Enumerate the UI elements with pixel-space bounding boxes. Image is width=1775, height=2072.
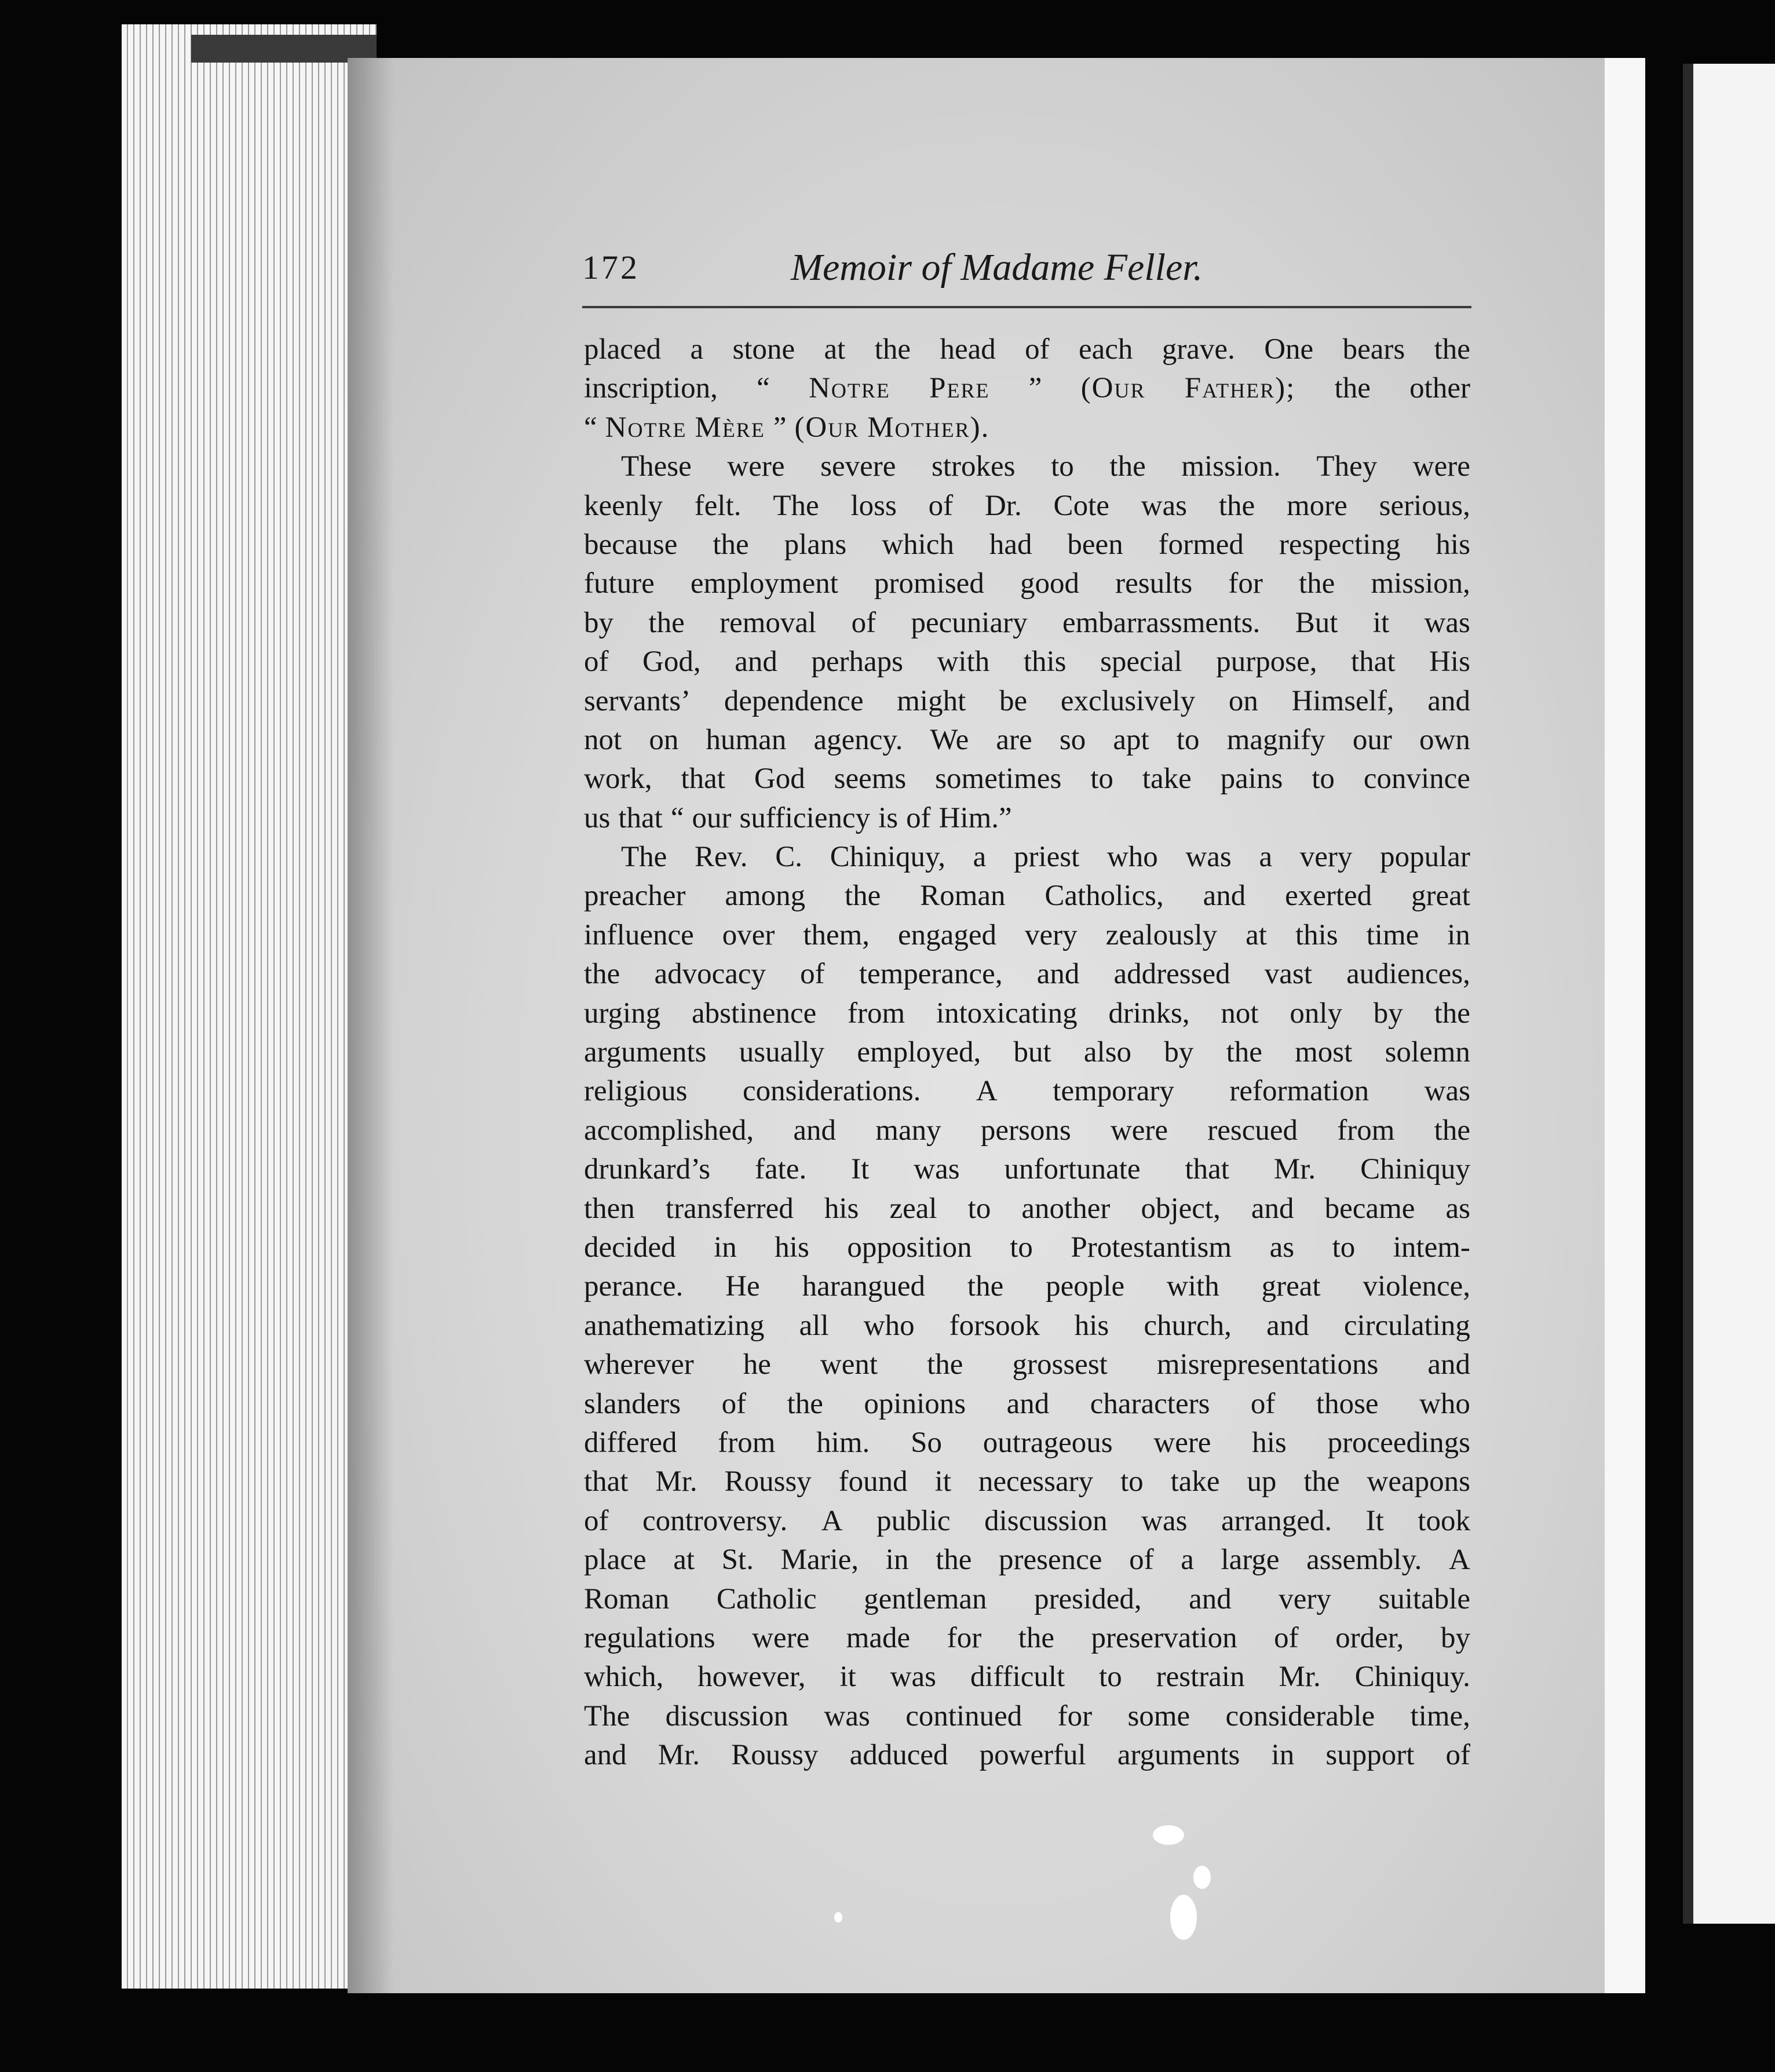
page-header (582, 238, 1471, 293)
text-line: urging abstinence from intoxicating drinks, not only by the (584, 997, 1470, 1030)
text-line: decided in his opposition to Protestantism as to intem- (584, 1231, 1470, 1264)
text-line: future employment promised good results for the mission, (584, 567, 1470, 600)
facing-page-shadow (1683, 64, 1693, 1924)
text-line: placed a stone at the head of each grave. One bears the (584, 333, 1470, 366)
text-line: of God, and perhaps with this special purpose, that His (584, 645, 1470, 678)
text-line: inscription, “ Notre Pere ” (Our Father); the other (584, 372, 1470, 405)
paper-blemish (1153, 1825, 1184, 1845)
text-line: slanders of the opinions and characters of those who (584, 1387, 1470, 1420)
text-line: wherever he went the grossest misrepresentations and (584, 1348, 1470, 1381)
text-line: religious considerations. A temporary reformation was (584, 1075, 1470, 1108)
text-line: which, however, it was difficult to restrain Mr. Chiniquy. (584, 1661, 1470, 1694)
text-line: keenly felt. The loss of Dr. Cote was the more serious, (584, 489, 1470, 522)
text-line: regulations were made for the preservation of order, by (584, 1621, 1470, 1654)
text-line: accomplished, and many persons were rescued from the (584, 1114, 1470, 1147)
text-line: work, that God seems sometimes to take pains to convince (584, 763, 1470, 796)
text-line: anathematizing all who forsook his church, and circulating (584, 1309, 1470, 1342)
text-line: place at St. Marie, in the presence of a large assembly. A (584, 1544, 1470, 1577)
text-line: The discussion was continued for some considerable time, (584, 1699, 1470, 1732)
text-line: by the removal of pecuniary embarrassments. But it was (584, 606, 1470, 639)
text-line: not on human agency. We are so apt to magnify our own (584, 723, 1470, 756)
text-line: arguments usually employed, but also by the most solemn (584, 1036, 1470, 1069)
paper-blemish (834, 1912, 842, 1923)
text-line: These were severe strokes to the mission. They were (621, 450, 1470, 483)
text-line: us that “ our sufficiency is of Him.” (584, 801, 1012, 834)
paper-blemish (1170, 1895, 1197, 1940)
text-line: Roman Catholic gentleman presided, and very suitable (584, 1582, 1470, 1615)
text-line: and Mr. Roussy adduced powerful arguments in support of (584, 1739, 1470, 1772)
text-line: perance. He harangued the people with great violence, (584, 1270, 1470, 1303)
text-line: of controversy. A public discussion was arranged. It took (584, 1504, 1470, 1537)
header-rule (582, 306, 1471, 308)
text-line: because the plans which had been formed respecting his (584, 528, 1470, 561)
text-line: “ Notre Mère ” (Our Mother). (584, 411, 990, 444)
text-line: differed from him. So outrageous were his proceedings (584, 1426, 1470, 1459)
text-line: then transferred his zeal to another object, and became as (584, 1192, 1470, 1225)
text-line: preacher among the Roman Catholics, and exerted great (584, 880, 1470, 913)
running-title: Memoir of Madame Feller. (791, 246, 1203, 289)
paper-blemish (1193, 1866, 1211, 1889)
gutter-shadow (348, 58, 394, 1993)
page-margin-right (1605, 58, 1645, 1993)
page-number: 172 (582, 249, 640, 286)
text-line: the advocacy of temperance, and addressed vast audiences, (584, 958, 1470, 991)
text-line: that Mr. Roussy found it necessary to take up the weapons (584, 1465, 1470, 1498)
text-line: drunkard’s fate. It was unfortunate that Mr. Chiniquy (584, 1153, 1470, 1186)
text-line: influence over them, engaged very zealously at this time in (584, 918, 1470, 951)
body-text (584, 330, 1470, 1775)
book-page-edges (122, 24, 377, 1989)
facing-page-edge (1683, 64, 1775, 1924)
text-line: The Rev. C. Chiniquy, a priest who was a very popular (621, 841, 1470, 874)
text-line: servants’ dependence might be exclusively on Himself, and (584, 684, 1470, 717)
